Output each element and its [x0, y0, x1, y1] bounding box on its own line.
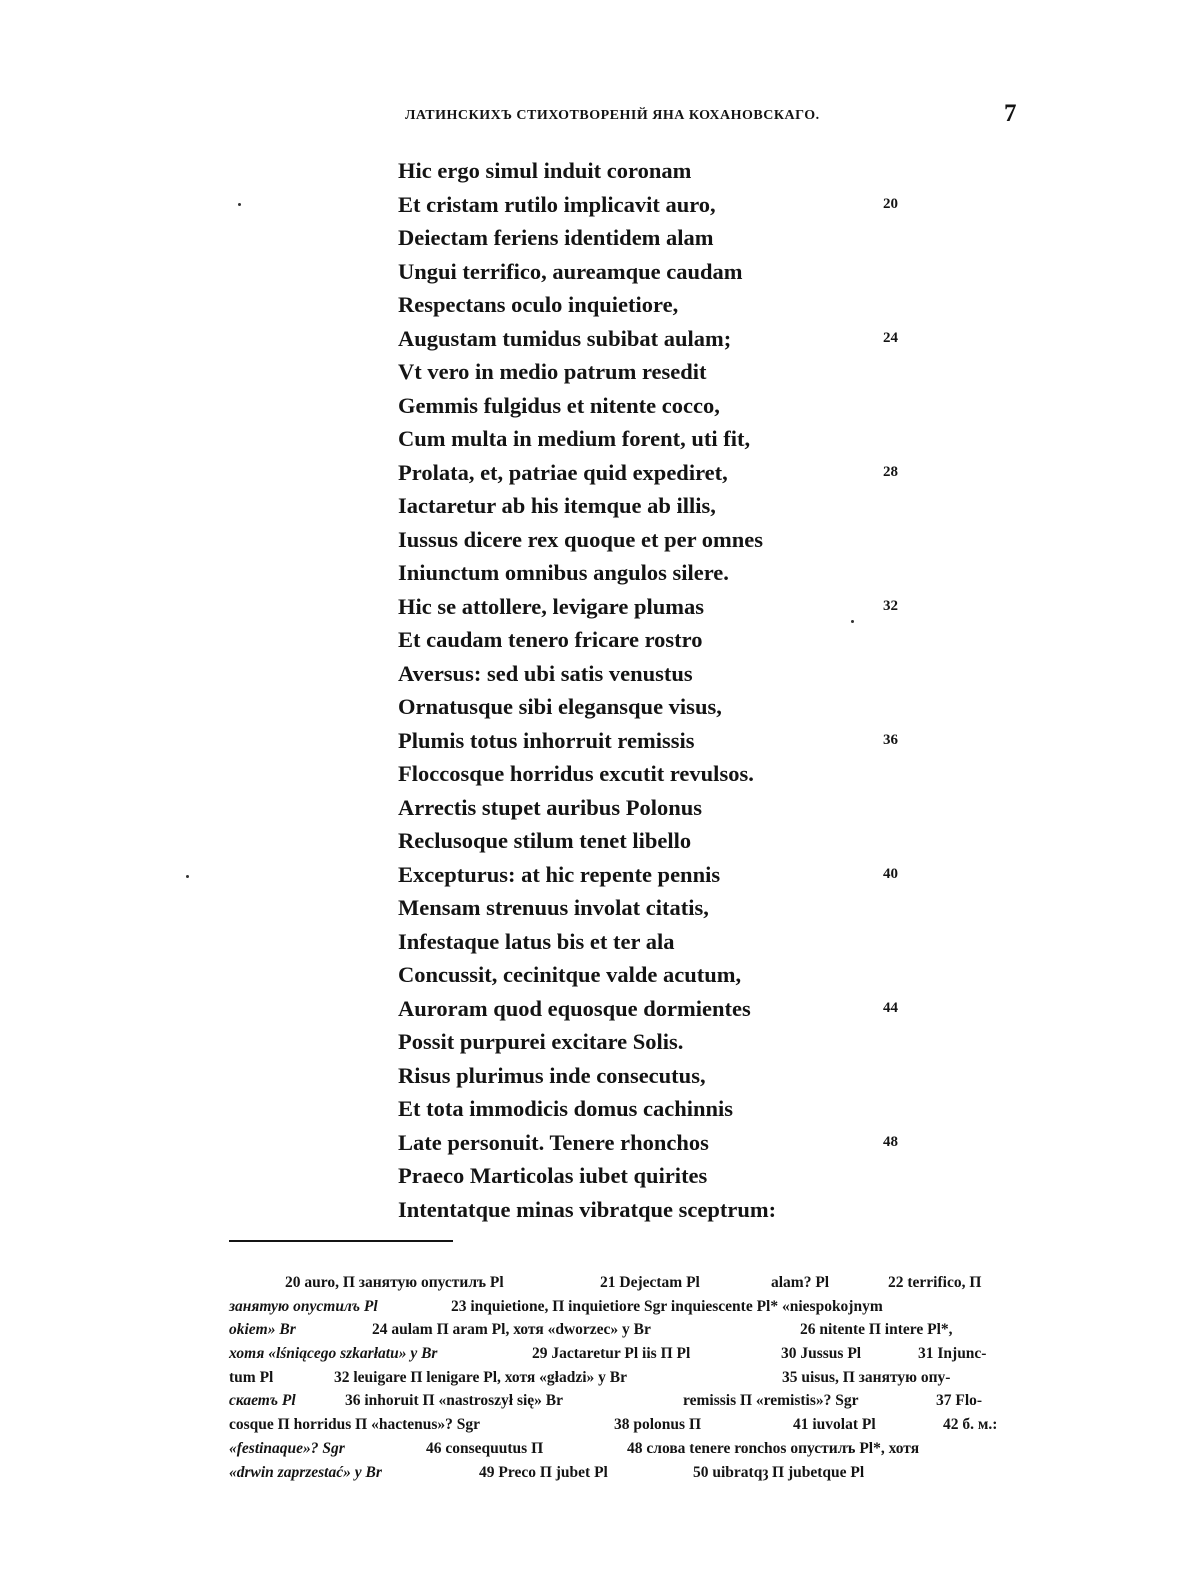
- verse-line-text: Possit purpurei excitare Solis.: [398, 1029, 684, 1054]
- verse-line: [398, 1193, 918, 1227]
- verse-line-number: 28: [883, 463, 898, 480]
- verse-line-text: Floccosque horridus excutit revulsos.: [398, 761, 754, 786]
- verse-line: [398, 824, 918, 858]
- apparatus-entry: 31 Injunc-: [918, 1345, 987, 1363]
- apparatus-line: [229, 1342, 1029, 1366]
- apparatus-line: [229, 1413, 1029, 1437]
- apparatus-entry: 41 iuvolat Pl: [793, 1416, 876, 1434]
- apparatus-entry: 22 terrifico, П: [888, 1274, 982, 1291]
- verse-line-text: Hic ergo simul induit coronam: [398, 158, 692, 183]
- apparatus-line: [229, 1271, 1029, 1295]
- verse-line-text: Et caudam tenero fricare rostro: [398, 627, 703, 652]
- verse-line-number: 48: [883, 1133, 898, 1150]
- verse-line-text: Ungui terrifico, aureamque caudam: [398, 258, 743, 284]
- verse-line-text: Plumis totus inhorruit remissis: [398, 727, 695, 753]
- print-speck: [186, 875, 189, 878]
- verse-line: [398, 255, 918, 289]
- verse-line: [398, 891, 918, 925]
- apparatus-line: [229, 1389, 1029, 1413]
- verse-line-text: Cum multa in medium forent, uti fit,: [398, 426, 751, 451]
- verse-line-text: Auroram quod equosque dormientes: [398, 995, 751, 1021]
- apparatus-entry: скаетъ Pl: [229, 1392, 296, 1410]
- apparatus-line: [229, 1461, 1029, 1485]
- verse-line-text: Et tota immodicis domus cachinnis: [398, 1096, 734, 1121]
- apparatus-entry: 29 Jactaretur Pl iis П Pl: [532, 1345, 691, 1363]
- apparatus-entry: 48 слова tenere ronchos опустилъ Pl*, хотя: [627, 1439, 920, 1457]
- apparatus-entry: 38 polonus П: [614, 1416, 702, 1434]
- verse-line-text: Hic se attollere, levigare plumas: [398, 593, 704, 619]
- apparatus-line: [229, 1318, 1029, 1342]
- footnote-separator: [229, 1240, 453, 1242]
- verse-line-number: 20: [883, 195, 898, 212]
- verse-line-text: Respectans oculo inquietiore,: [398, 292, 679, 317]
- verse-line-number: 24: [883, 329, 898, 346]
- verse-line-text: Excepturus: at hic repente pennis: [398, 861, 721, 887]
- verse-line: [398, 221, 918, 255]
- verse-line-text: Augustam tumidus subibat aulam;: [398, 325, 732, 351]
- verse-line-number: 32: [883, 597, 898, 614]
- verse-line: [398, 389, 918, 423]
- verse-line-text: Et cristam rutilo implicavit auro,: [398, 191, 716, 217]
- verse-line-text: Iactaretur ab his itemque ab illis,: [398, 493, 716, 518]
- verse-line-text: Deiectam feriens identidem alam: [398, 225, 714, 250]
- verse-line-text: Aversus: sed ubi satis venustus: [398, 660, 693, 686]
- verse-line-text: Mensam strenuus involat citatis,: [398, 895, 709, 920]
- verse-line: [398, 623, 918, 657]
- verse-line-text: Infestaque latus bis et ter ala: [398, 928, 675, 954]
- critical-apparatus: [229, 1271, 1029, 1484]
- apparatus-entry: remissis П «remistis»? Sgr: [683, 1392, 859, 1410]
- verse-line-text: Concussit, cecinitque valde acutum,: [398, 962, 742, 987]
- verse-line: [398, 590, 918, 624]
- apparatus-entry: 20 auro, П занятую опустилъ Pl: [285, 1274, 504, 1291]
- apparatus-entry: okiem» Br: [229, 1321, 296, 1339]
- verse-line: [398, 523, 918, 557]
- verse-line-text: Prolata, et, patriae quid expediret,: [398, 459, 728, 485]
- verse-line-text: Late personuit. Tenere rhonchos: [398, 1129, 709, 1155]
- verse-line: [398, 791, 918, 825]
- page-number: 7: [1004, 100, 1017, 127]
- apparatus-entry: 26 nitente П intere Pl*,: [800, 1321, 953, 1339]
- apparatus-entry: занятую опустилъ Pl: [229, 1297, 378, 1315]
- verse-line-text: Ornatusque sibi elegansque visus,: [398, 694, 722, 719]
- verse-line: [398, 322, 918, 356]
- apparatus-entry: 49 Preco П jubet Pl: [479, 1463, 608, 1481]
- apparatus-entry: 23 inquietione, П inquietiore Sgr inquiescente Pl* «niespokojnym: [451, 1297, 883, 1315]
- verse-line: [398, 456, 918, 490]
- verse-line: [398, 422, 918, 456]
- verse-line: [398, 355, 918, 389]
- verse-line-number: 44: [883, 999, 898, 1016]
- poem-text: [398, 154, 918, 1226]
- apparatus-entry: «festinaque»? Sgr: [229, 1439, 345, 1457]
- apparatus-entry: 46 consequutus П: [426, 1439, 544, 1457]
- running-title: ЛАТИНСКИХЪ СТИХОТВОРЕНІЙ ЯНА КОХАНОВСКАГО.: [405, 108, 820, 123]
- verse-line: [398, 757, 918, 791]
- verse-line: [398, 188, 918, 222]
- verse-line: [398, 657, 918, 691]
- apparatus-entry: «drwin zaprzestać» у Br: [229, 1463, 382, 1481]
- apparatus-entry: 37 Flo-: [936, 1392, 983, 1410]
- apparatus-entry: 50 uibratqȝ П jubetque Pl: [693, 1463, 865, 1481]
- apparatus-entry: 36 inhoruit П «nastroszył się» Br: [345, 1392, 564, 1410]
- verse-line: [398, 925, 918, 959]
- verse-line: [398, 556, 918, 590]
- apparatus-line: [229, 1366, 1029, 1390]
- print-speck: [851, 620, 854, 623]
- print-speck: [238, 203, 241, 206]
- verse-line: [398, 690, 918, 724]
- verse-line: [398, 858, 918, 892]
- verse-line-text: Gemmis fulgidus et nitente cocco,: [398, 392, 720, 418]
- verse-line-text: Iniunctum omnibus angulos silere.: [398, 560, 729, 585]
- verse-line: [398, 1126, 918, 1160]
- apparatus-line: [229, 1437, 1029, 1461]
- verse-line-text: Praeco Marticolas iubet quirites: [398, 1163, 708, 1188]
- verse-line: [398, 1092, 918, 1126]
- verse-line: [398, 958, 918, 992]
- apparatus-entry: хотя «lśniącego szkarłatu» у Br: [229, 1345, 438, 1363]
- verse-line-text: Risus plurimus inde consecutus,: [398, 1062, 706, 1088]
- apparatus-entry: cosque П horridus П «hactenus»? Sgr: [229, 1416, 481, 1434]
- verse-line: [398, 992, 918, 1026]
- verse-line: [398, 489, 918, 523]
- verse-line-text: Intentatque minas vibratque sceptrum:: [398, 1196, 777, 1222]
- verse-line: [398, 1159, 918, 1193]
- verse-line: [398, 1025, 918, 1059]
- apparatus-entry: 30 Jussus Pl: [781, 1345, 862, 1363]
- apparatus-entry: 42 б. м.:: [943, 1416, 998, 1434]
- apparatus-entry: alam? Pl: [771, 1274, 830, 1291]
- verse-line: [398, 724, 918, 758]
- apparatus-entry: 21 Dejectam Pl: [600, 1274, 700, 1291]
- verse-line-number: 36: [883, 731, 898, 748]
- apparatus-entry: 24 aulam П aram Pl, хотя «dworzec» у Br: [372, 1321, 651, 1339]
- verse-line-text: Vt vero in medio patrum resedit: [398, 359, 707, 384]
- apparatus-entry: 35 uisus, П занятую опу-: [782, 1368, 951, 1386]
- apparatus-entry: tum Pl: [229, 1368, 274, 1386]
- apparatus-entry: 32 leuigare П lenigare Pl, хотя «gładzi» у Br: [334, 1368, 627, 1386]
- apparatus-line: [229, 1295, 1029, 1319]
- verse-line: [398, 288, 918, 322]
- verse-line: [398, 1059, 918, 1093]
- verse-line-number: 40: [883, 865, 898, 882]
- verse-line-text: Reclusoque stilum tenet libello: [398, 828, 692, 853]
- verse-line-text: Arrectis stupet auribus Polonus: [398, 794, 702, 820]
- verse-line-text: Iussus dicere rex quoque et per omnes: [398, 526, 764, 552]
- verse-line: [398, 154, 918, 188]
